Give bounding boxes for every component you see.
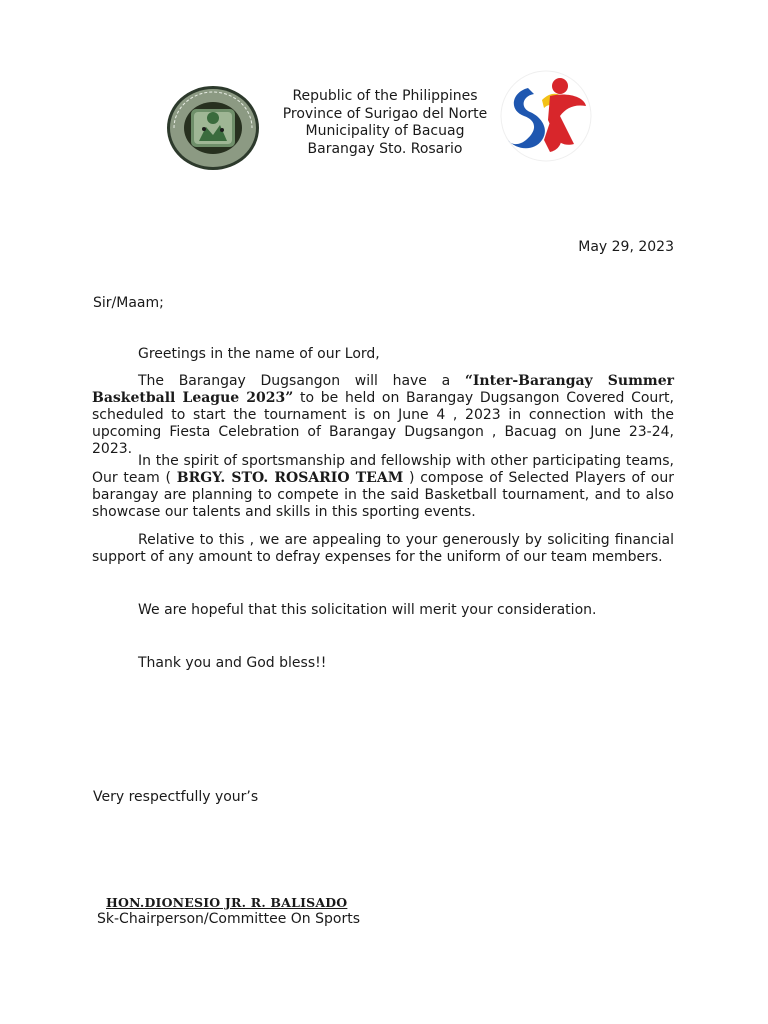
paragraph-1-details: to be held on Barangay Dugsangon Covered Court, scheduled to start the tournament is on June 4 , 2023 in connection with the upcoming Fiesta Celebration of Barangay Dugsangon , Bacuag on June 23-24, 2023. xyxy=(92,390,674,457)
seal-graphic xyxy=(166,85,260,171)
team-name: BRGY. STO. ROSARIO TEAM xyxy=(176,470,404,486)
header-line-country: Republic of the Philippines xyxy=(292,88,478,104)
letterhead xyxy=(270,88,500,158)
salutation: Sir/Maam; xyxy=(93,295,164,311)
paragraph-hope: We are hopeful that this solicitation will merit your consideration. xyxy=(138,602,597,618)
paragraph-1-intro: The Barangay Dugsangon will have a xyxy=(138,373,465,389)
paragraph-2-details: ) compose of Selected Players of our barangay are planning to compete in the said Basketball tournament, and to also showcase our talents and skills in this sporting events. xyxy=(92,470,675,520)
closing-line: Very respectfully your’s xyxy=(93,789,259,805)
paragraph-appeal: Relative to this , we are appealing to your generously by soliciting financial support of any amount to defray expenses for the uniform of our team members. xyxy=(92,532,674,565)
signatory-title: Sk-Chairperson/Committee On Sports xyxy=(97,911,361,927)
sk-logo xyxy=(494,70,598,162)
greeting: Greetings in the name of our Lord, xyxy=(138,346,380,362)
header-line-barangay: Barangay Sto. Rosario xyxy=(307,140,463,157)
header-line-municipality: Municipality of Bacuag xyxy=(305,123,465,139)
paragraph-2-intro: In the spirit of sportsmanship and fellowship with other participating teams, Our team ( xyxy=(92,453,674,486)
paragraph-thanks: Thank you and God bless!! xyxy=(138,655,327,671)
header-line-province: Province of Surigao del Norte xyxy=(282,105,488,122)
signatory-name: HON.DIONESIO JR. R. BALISADO xyxy=(106,895,348,910)
sk-logo-graphic xyxy=(494,70,598,162)
letter-date: May 29, 2023 xyxy=(578,239,674,255)
barangay-seal-logo xyxy=(166,85,260,171)
event-name: “Inter-Barangay Summer Basketball League 2023” xyxy=(92,373,674,406)
paragraph-event-announcement xyxy=(92,373,674,458)
paragraph-team-participation xyxy=(92,453,674,521)
